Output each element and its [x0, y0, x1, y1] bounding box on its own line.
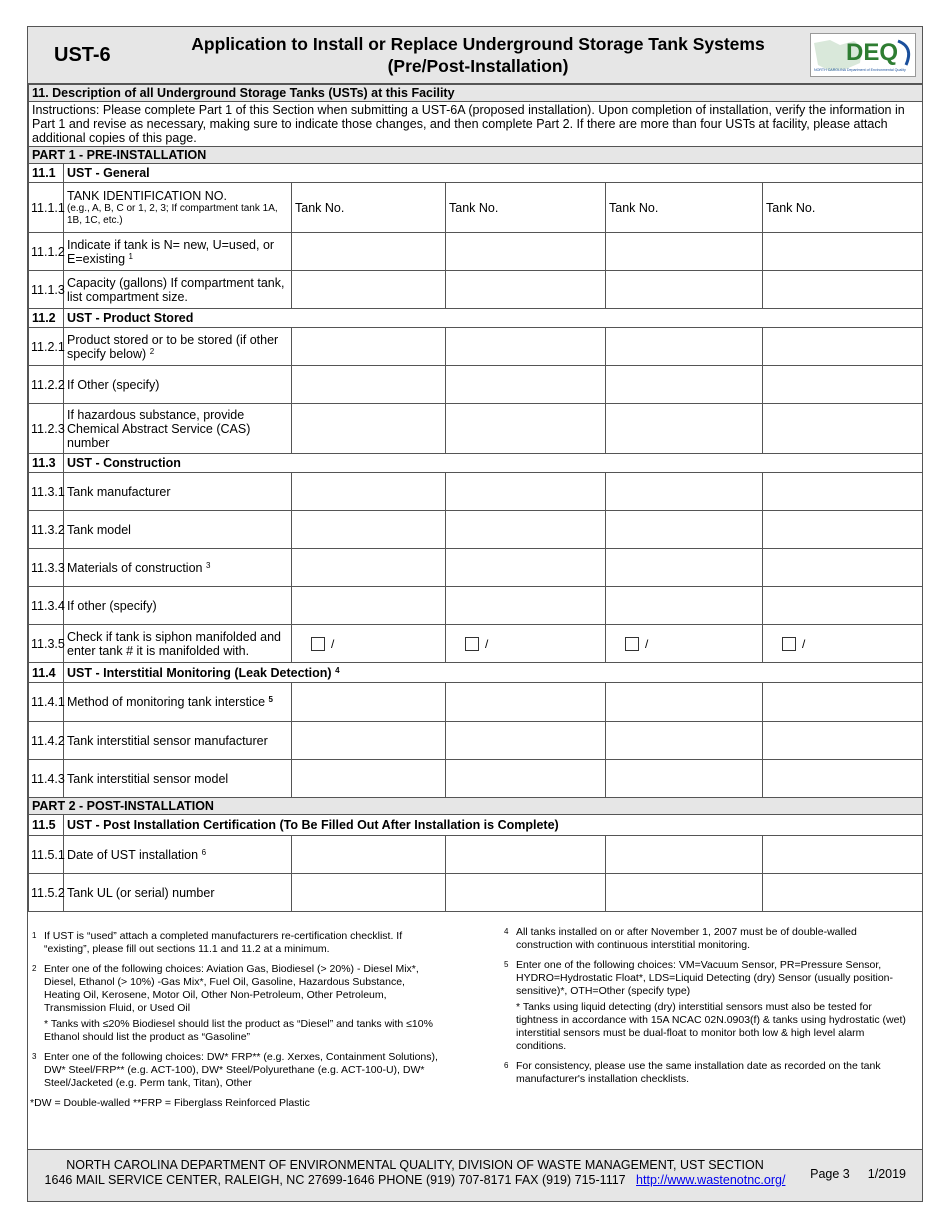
subsection-title: UST - General: [64, 164, 923, 183]
form-header: [28, 27, 922, 84]
footnote-text: Enter one of the following choices: Aviation Gas, Biodiesel (> 20%) - Diesel Mix*, Diesel, Ethanol (> 10%) -Gas Mix*, Fuel Oil, Gasoline, Hazardous Substance, Heating Oil, Kerosene, Motor Oil, Other Non-Petroleum, Other Petroleum, Transmission Fluid, or Used Oil: [44, 963, 419, 1014]
footnote-5-note: * Tanks using liquid detecting (dry) interstitial sensors must also be tested for tightness in accordance with 15A NCAC 02N.0903(f) & tanks using hydrostatic (wet) interstitial sensors must be dual-float to monitor both low & high level alarm conditions.: [516, 1001, 906, 1052]
row-label: If Other (specify): [64, 366, 292, 404]
footer-contact: [28, 1173, 802, 1188]
input-cell[interactable]: [606, 271, 763, 309]
abbreviation-note: *DW = Double-walled **FRP = Fiberglass Reinforced Plastic: [30, 1097, 310, 1109]
row-number: 11.3.4: [29, 587, 64, 625]
row-11-4-2: [29, 722, 923, 760]
input-cell[interactable]: [763, 233, 923, 271]
input-cell[interactable]: [292, 366, 446, 404]
ust-description-table: [28, 84, 923, 912]
manifold-tank-field[interactable]: /: [331, 636, 335, 651]
footnotes: [28, 924, 922, 1152]
footnote-2-note: * Tanks with ≤20% Biodiesel should list the product as “Diesel” and tanks with ≤10% Ethanol should list the product as “Gasoline”: [44, 1018, 433, 1043]
footnote-mark: 5: [504, 960, 509, 969]
row-11-3-3: [29, 549, 923, 587]
footnote-mark: 3: [32, 1052, 37, 1061]
row-label: [64, 683, 292, 722]
row-label-text: Product stored or to be stored (if other specify below): [67, 332, 279, 361]
row-number: 11.4.2: [29, 722, 64, 760]
subsection-number: 11.1: [29, 164, 64, 183]
input-cell[interactable]: [606, 366, 763, 404]
section-title-row: [29, 85, 923, 102]
tank-no-field[interactable]: Tank No.: [606, 183, 763, 233]
footer-address-text: 1646 MAIL SERVICE CENTER, RALEIGH, NC 27699-1646 PHONE (919) 707-8171 FAX (919) 715-1117: [44, 1173, 626, 1187]
row-label: Tank interstitial sensor manufacturer: [64, 722, 292, 760]
footnote-mark: 1: [32, 931, 37, 940]
row-label-text: Materials of construction: [67, 560, 203, 575]
footnote-text: Enter one of the following choices: VM=Vacuum Sensor, PR=Pressure Sensor, HYDRO=Hydrostatic Float*, LDS=Liquid Detecting (dry) Sensor (usually position-sensitive)*, OTH=Other (specify type): [516, 959, 893, 997]
siphon-cell: [763, 625, 923, 663]
row-number: 11.4.1: [29, 683, 64, 722]
row-11-3-2: [29, 511, 923, 549]
form-title-line2: (Pre/Post-Installation): [387, 56, 569, 76]
tank-no-field[interactable]: Tank No.: [292, 183, 446, 233]
section-title: 11. Description of all Underground Storage Tanks (USTs) at this Facility: [29, 85, 923, 102]
deq-logo-text: DEQ: [846, 39, 899, 66]
footnote-1: [30, 930, 442, 956]
row-11-2-1: [29, 328, 923, 366]
input-cell[interactable]: [292, 511, 446, 549]
row-number: 11.4.3: [29, 760, 64, 798]
row-label: If hazardous substance, provide Chemical Abstract Service (CAS) number: [64, 404, 292, 454]
input-cell[interactable]: [292, 404, 446, 454]
input-cell[interactable]: [606, 473, 763, 511]
row-label: Tank manufacturer: [64, 473, 292, 511]
input-cell[interactable]: [763, 511, 923, 549]
input-cell[interactable]: [446, 549, 606, 587]
instructions-text: Instructions: Please complete Part 1 of this Section when submitting a UST-6A (proposed installation). Upon completion of installation, verify the information in Part 1 and revise as necessary, making sure to indicate those changes, and then complete Part 2. If there are more than four USTs at facility, please attach additional copies of this page.: [29, 102, 923, 147]
subsection-title: UST - Construction: [64, 454, 923, 473]
row-label-text: Method of monitoring tank interstice: [67, 695, 266, 709]
subsection-number: 11.5: [29, 815, 64, 836]
footnote-ref: 1: [128, 251, 133, 261]
manifold-tank-field[interactable]: /: [802, 636, 806, 651]
input-cell[interactable]: [292, 587, 446, 625]
row-11-2-3: [29, 404, 923, 454]
row-number: 11.2.2: [29, 366, 64, 404]
subsection-number: 11.4: [29, 663, 64, 683]
part1-title: PART 1 - PRE-INSTALLATION: [29, 147, 923, 164]
footnotes-right: [502, 926, 912, 1093]
row-label: [64, 836, 292, 874]
footnote-5: [502, 959, 912, 998]
input-cell[interactable]: [763, 683, 923, 722]
revision-date: 1/2019: [867, 1167, 906, 1181]
row-label-hint: (e.g., A, B, C or 1, 2, 3; If compartment tank 1A, 1B, 1C, etc.): [67, 202, 278, 226]
row-label: [64, 233, 292, 271]
footnote-ref: 5: [268, 695, 273, 704]
input-cell[interactable]: [763, 271, 923, 309]
row-11-5-2: [29, 874, 923, 912]
row-label-text: Indicate if tank is N= new, U=used, or E=existing: [67, 237, 275, 266]
row-label: Capacity (gallons) If compartment tank, list compartment size.: [64, 271, 292, 309]
input-cell[interactable]: [446, 760, 606, 798]
row-label: [64, 183, 292, 233]
siphon-checkbox[interactable]: [782, 637, 796, 651]
input-cell[interactable]: [606, 404, 763, 454]
deq-logo-subtext: NORTH CAROLINA Department of Environmental Quality: [814, 68, 906, 72]
page-number: Page 3: [810, 1167, 850, 1181]
footnote-4: [502, 926, 912, 952]
footnote-ref: 6: [201, 847, 207, 857]
footnote-ref: 2: [149, 346, 155, 356]
input-cell[interactable]: [606, 760, 763, 798]
footer-agency: NORTH CAROLINA DEPARTMENT OF ENVIRONMENTAL QUALITY, DIVISION OF WASTE MANAGEMENT, UST SECTION: [66, 1158, 764, 1172]
input-cell[interactable]: [292, 328, 446, 366]
manifold-tank-field[interactable]: /: [485, 636, 489, 651]
row-11-2-2: [29, 366, 923, 404]
footnote-6: [502, 1060, 912, 1086]
part1-row: [29, 147, 923, 164]
row-11-1-2: [29, 233, 923, 271]
row-label: Tank interstitial sensor model: [64, 760, 292, 798]
subsection-title: UST - Post Installation Certification (To Be Filled Out After Installation is Complete): [64, 815, 923, 836]
input-cell[interactable]: [292, 874, 446, 912]
row-11-3-4: [29, 587, 923, 625]
row-label: If other (specify): [64, 587, 292, 625]
input-cell[interactable]: [446, 683, 606, 722]
footnote-3: [30, 1051, 442, 1090]
subsection-row: [29, 663, 923, 683]
footnote-text: If UST is “used” attach a completed manufacturers re-certification checklist. If “existing”, please fill out sections 11.1 and 11.2 at a minimum.: [44, 930, 403, 955]
footnote-ref: 4: [335, 665, 340, 675]
siphon-checkbox[interactable]: [311, 637, 325, 651]
input-cell[interactable]: [292, 271, 446, 309]
manifold-tank-field[interactable]: /: [645, 636, 649, 651]
input-cell[interactable]: [763, 473, 923, 511]
siphon-checkbox[interactable]: [625, 637, 639, 651]
input-cell[interactable]: [763, 836, 923, 874]
input-cell[interactable]: [446, 366, 606, 404]
form-id: UST-6: [54, 44, 111, 66]
footnote-text: Enter one of the following choices: DW* FRP** (e.g. Xerxes, Containment Solutions), DW* Steel/FRP** (e.g. ACT-100), DW* Steel/Polyurethane (e.g. ACT-100-U), DW* Steel/Jacketed (e.g. Perm tank, Titan), Other: [44, 1051, 438, 1089]
row-number: 11.3.5: [29, 625, 64, 663]
input-cell[interactable]: [763, 366, 923, 404]
row-11-3-1: [29, 473, 923, 511]
row-label: Tank UL (or serial) number: [64, 874, 292, 912]
row-number: 11.2.3: [29, 404, 64, 454]
siphon-checkbox[interactable]: [465, 637, 479, 651]
footnote-mark: 6: [504, 1061, 509, 1070]
footer-page-info: [810, 1167, 906, 1181]
footnote-text: For consistency, please use the same installation date as recorded on the tank manufacturer's installation checklists.: [516, 1060, 881, 1085]
row-number: 11.3.3: [29, 549, 64, 587]
part2-row: [29, 798, 923, 815]
footnote-text: All tanks installed on or after November 1, 2007 must be of double-walled construction with continuous interstitial monitoring.: [516, 926, 857, 951]
row-number: 11.5.1: [29, 836, 64, 874]
row-11-5-1: [29, 836, 923, 874]
input-cell[interactable]: [446, 473, 606, 511]
row-number: 11.1.2: [29, 233, 64, 271]
subsection-row: [29, 309, 923, 328]
input-cell[interactable]: [606, 233, 763, 271]
row-label-main: TANK IDENTIFICATION NO.: [67, 188, 227, 203]
row-11-1-3: [29, 271, 923, 309]
form-title: [148, 33, 808, 77]
input-cell[interactable]: [763, 587, 923, 625]
input-cell[interactable]: [446, 233, 606, 271]
part2-title: PART 2 - POST-INSTALLATION: [29, 798, 923, 815]
input-cell[interactable]: [292, 549, 446, 587]
row-label: [64, 328, 292, 366]
input-cell[interactable]: [606, 683, 763, 722]
row-11-4-1: [29, 683, 923, 722]
input-cell[interactable]: [446, 404, 606, 454]
footnote-mark: 4: [504, 927, 509, 936]
subsection-row: [29, 454, 923, 473]
input-cell[interactable]: [763, 328, 923, 366]
input-cell[interactable]: [292, 760, 446, 798]
tank-no-field[interactable]: Tank No.: [446, 183, 606, 233]
row-number: 11.2.1: [29, 328, 64, 366]
row-number: 11.5.2: [29, 874, 64, 912]
input-cell[interactable]: [763, 722, 923, 760]
footer-address: [28, 1158, 802, 1188]
input-cell[interactable]: [606, 549, 763, 587]
input-cell[interactable]: [292, 722, 446, 760]
input-cell[interactable]: [292, 473, 446, 511]
row-label: Check if tank is siphon manifolded and enter tank # it is manifolded with.: [64, 625, 292, 663]
input-cell[interactable]: [446, 328, 606, 366]
footnote-2: [30, 963, 442, 1015]
subsection-row: [29, 815, 923, 836]
input-cell[interactable]: [292, 836, 446, 874]
row-number: 11.3.1: [29, 473, 64, 511]
input-cell[interactable]: [292, 233, 446, 271]
row-label: Tank model: [64, 511, 292, 549]
deq-logo: [810, 33, 916, 77]
siphon-cell: [606, 625, 763, 663]
subsection-number: 11.3: [29, 454, 64, 473]
input-cell[interactable]: [606, 722, 763, 760]
subsection-title: UST - Product Stored: [64, 309, 923, 328]
input-cell[interactable]: [446, 271, 606, 309]
footnotes-left: [30, 930, 442, 1110]
row-label-text: Date of UST installation: [67, 847, 199, 862]
input-cell[interactable]: [763, 549, 923, 587]
input-cell[interactable]: [606, 328, 763, 366]
form-page: [27, 26, 923, 1202]
input-cell[interactable]: [446, 722, 606, 760]
input-cell[interactable]: [763, 404, 923, 454]
subsection-row: [29, 164, 923, 183]
input-cell[interactable]: [606, 836, 763, 874]
siphon-cell: [446, 625, 606, 663]
footnote-ref: 3: [205, 560, 211, 570]
subsection-title-text: UST - Interstitial Monitoring (Leak Detection): [67, 665, 332, 680]
input-cell[interactable]: [606, 587, 763, 625]
input-cell[interactable]: [446, 587, 606, 625]
instructions-row: [29, 102, 923, 147]
subsection-number: 11.2: [29, 309, 64, 328]
footer-website-link[interactable]: http://www.wastenotnc.org/: [636, 1173, 786, 1187]
row-number: 11.1.1: [29, 183, 64, 233]
input-cell[interactable]: [763, 760, 923, 798]
input-cell[interactable]: [606, 511, 763, 549]
row-11-1-1: [29, 183, 923, 233]
input-cell[interactable]: [446, 836, 606, 874]
input-cell[interactable]: [446, 511, 606, 549]
siphon-cell: [292, 625, 446, 663]
form-footer: [28, 1149, 922, 1201]
row-number: 11.1.3: [29, 271, 64, 309]
row-label: [64, 549, 292, 587]
input-cell[interactable]: [446, 874, 606, 912]
input-cell[interactable]: [292, 683, 446, 722]
tank-no-field[interactable]: Tank No.: [763, 183, 923, 233]
input-cell[interactable]: [763, 874, 923, 912]
row-number: 11.3.2: [29, 511, 64, 549]
row-11-4-3: [29, 760, 923, 798]
footnote-mark: 2: [32, 964, 37, 973]
subsection-title: [64, 663, 923, 683]
input-cell[interactable]: [606, 874, 763, 912]
row-11-3-5: [29, 625, 923, 663]
form-title-line1: Application to Install or Replace Underground Storage Tank Systems: [191, 34, 765, 54]
